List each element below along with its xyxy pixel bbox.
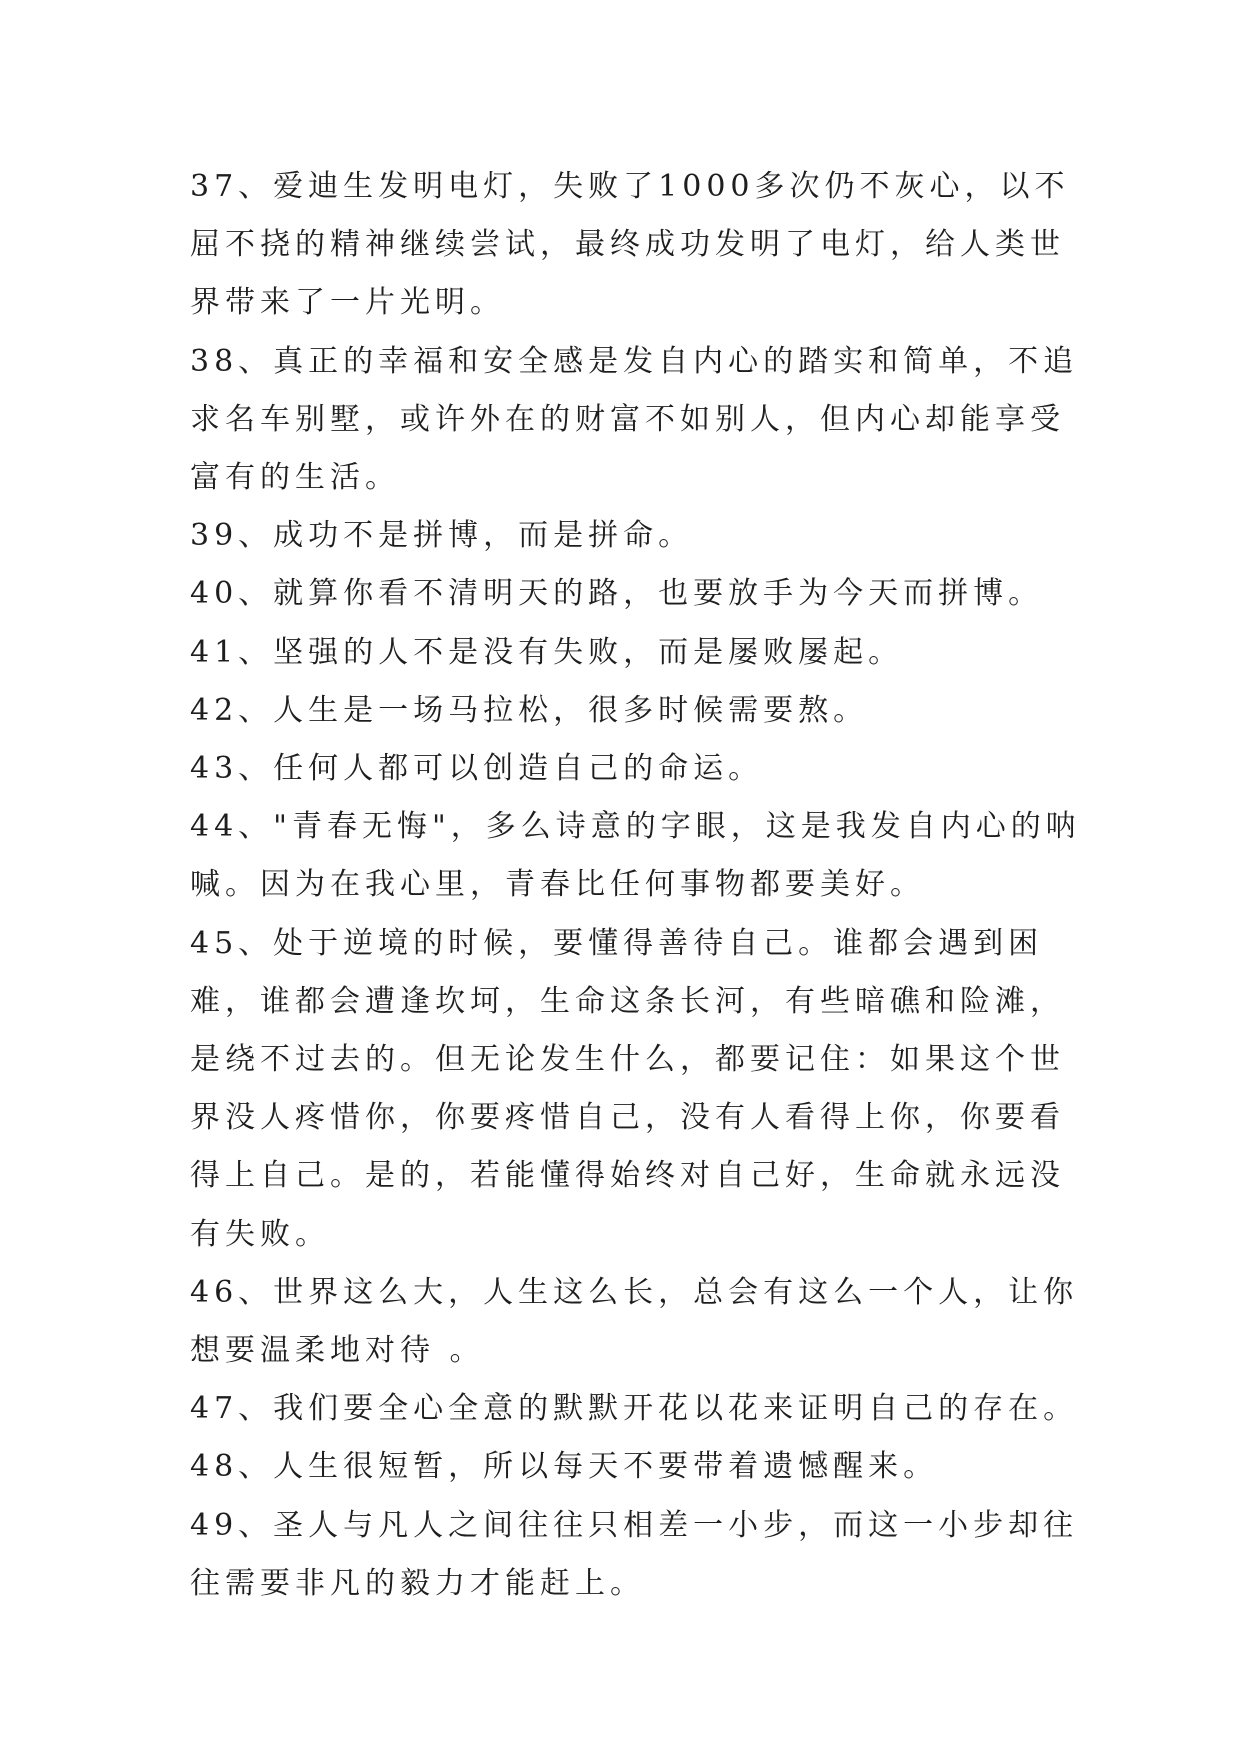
quote-entry-46: 46、世界这么大，人生这么长，总会有这么一个人，让你想要温柔地对待 。 [190, 1274, 1079, 1369]
quote-list [190, 158, 1090, 1613]
quote-entry-39: 39、成功不是拼博，而是拼命。 [190, 518, 694, 554]
quote-entry-41: 41、坚强的人不是没有失败，而是屡败屡起。 [190, 634, 904, 670]
quote-entry-37: 37、爱迪生发明电灯，失败了1000多次仍不灰心，以不屈不挠的精神继续尝试，最终成功发明了电灯，给人类世界带来了一片光明。 [190, 169, 1070, 321]
quote-entry-40: 40、就算你看不清明天的路，也要放手为今天而拼博。 [190, 576, 1044, 612]
quote-entry-38: 38、真正的幸福和安全感是发自内心的踏实和简单，不追求名车别墅，或许外在的财富不如别人，但内心却能享受富有的生活。 [190, 343, 1079, 496]
quote-entry-42: 42、人生是一场马拉松，很多时候需要熬。 [190, 692, 869, 728]
quote-entry-48: 48、人生很短暂，所以每天不要带着遗憾醒来。 [190, 1449, 939, 1485]
quote-entry-47: 47、我们要全心全意的默默开花以花来证明自己的存在。 [190, 1391, 1079, 1427]
quote-entry-44: 44、"青春无悔"，多么诗意的字眼，这是我发自内心的呐喊。因为在我心里，青春比任何事物都要美好。 [190, 809, 1081, 903]
quote-entry-45: 45、处于逆境的时候，要懂得善待自己。谁都会遇到困难，谁都会遭逢坎坷，生命这条长河，有些暗礁和险滩，是绕不过去的。但无论发生什么，都要记住：如果这个世界没人疼惜你，你要疼惜自己，没有人看得上你，你要看得上自己。是的，若能懂得始终对自己好，生命就永远没有失败。 [190, 925, 1065, 1252]
quote-entry-49: 49、圣人与凡人之间往往只相差一小步，而这一小步却往往需要非凡的毅力才能赶上。 [190, 1507, 1079, 1601]
quote-entry-43: 43、任何人都可以创造自己的命运。 [190, 751, 764, 787]
